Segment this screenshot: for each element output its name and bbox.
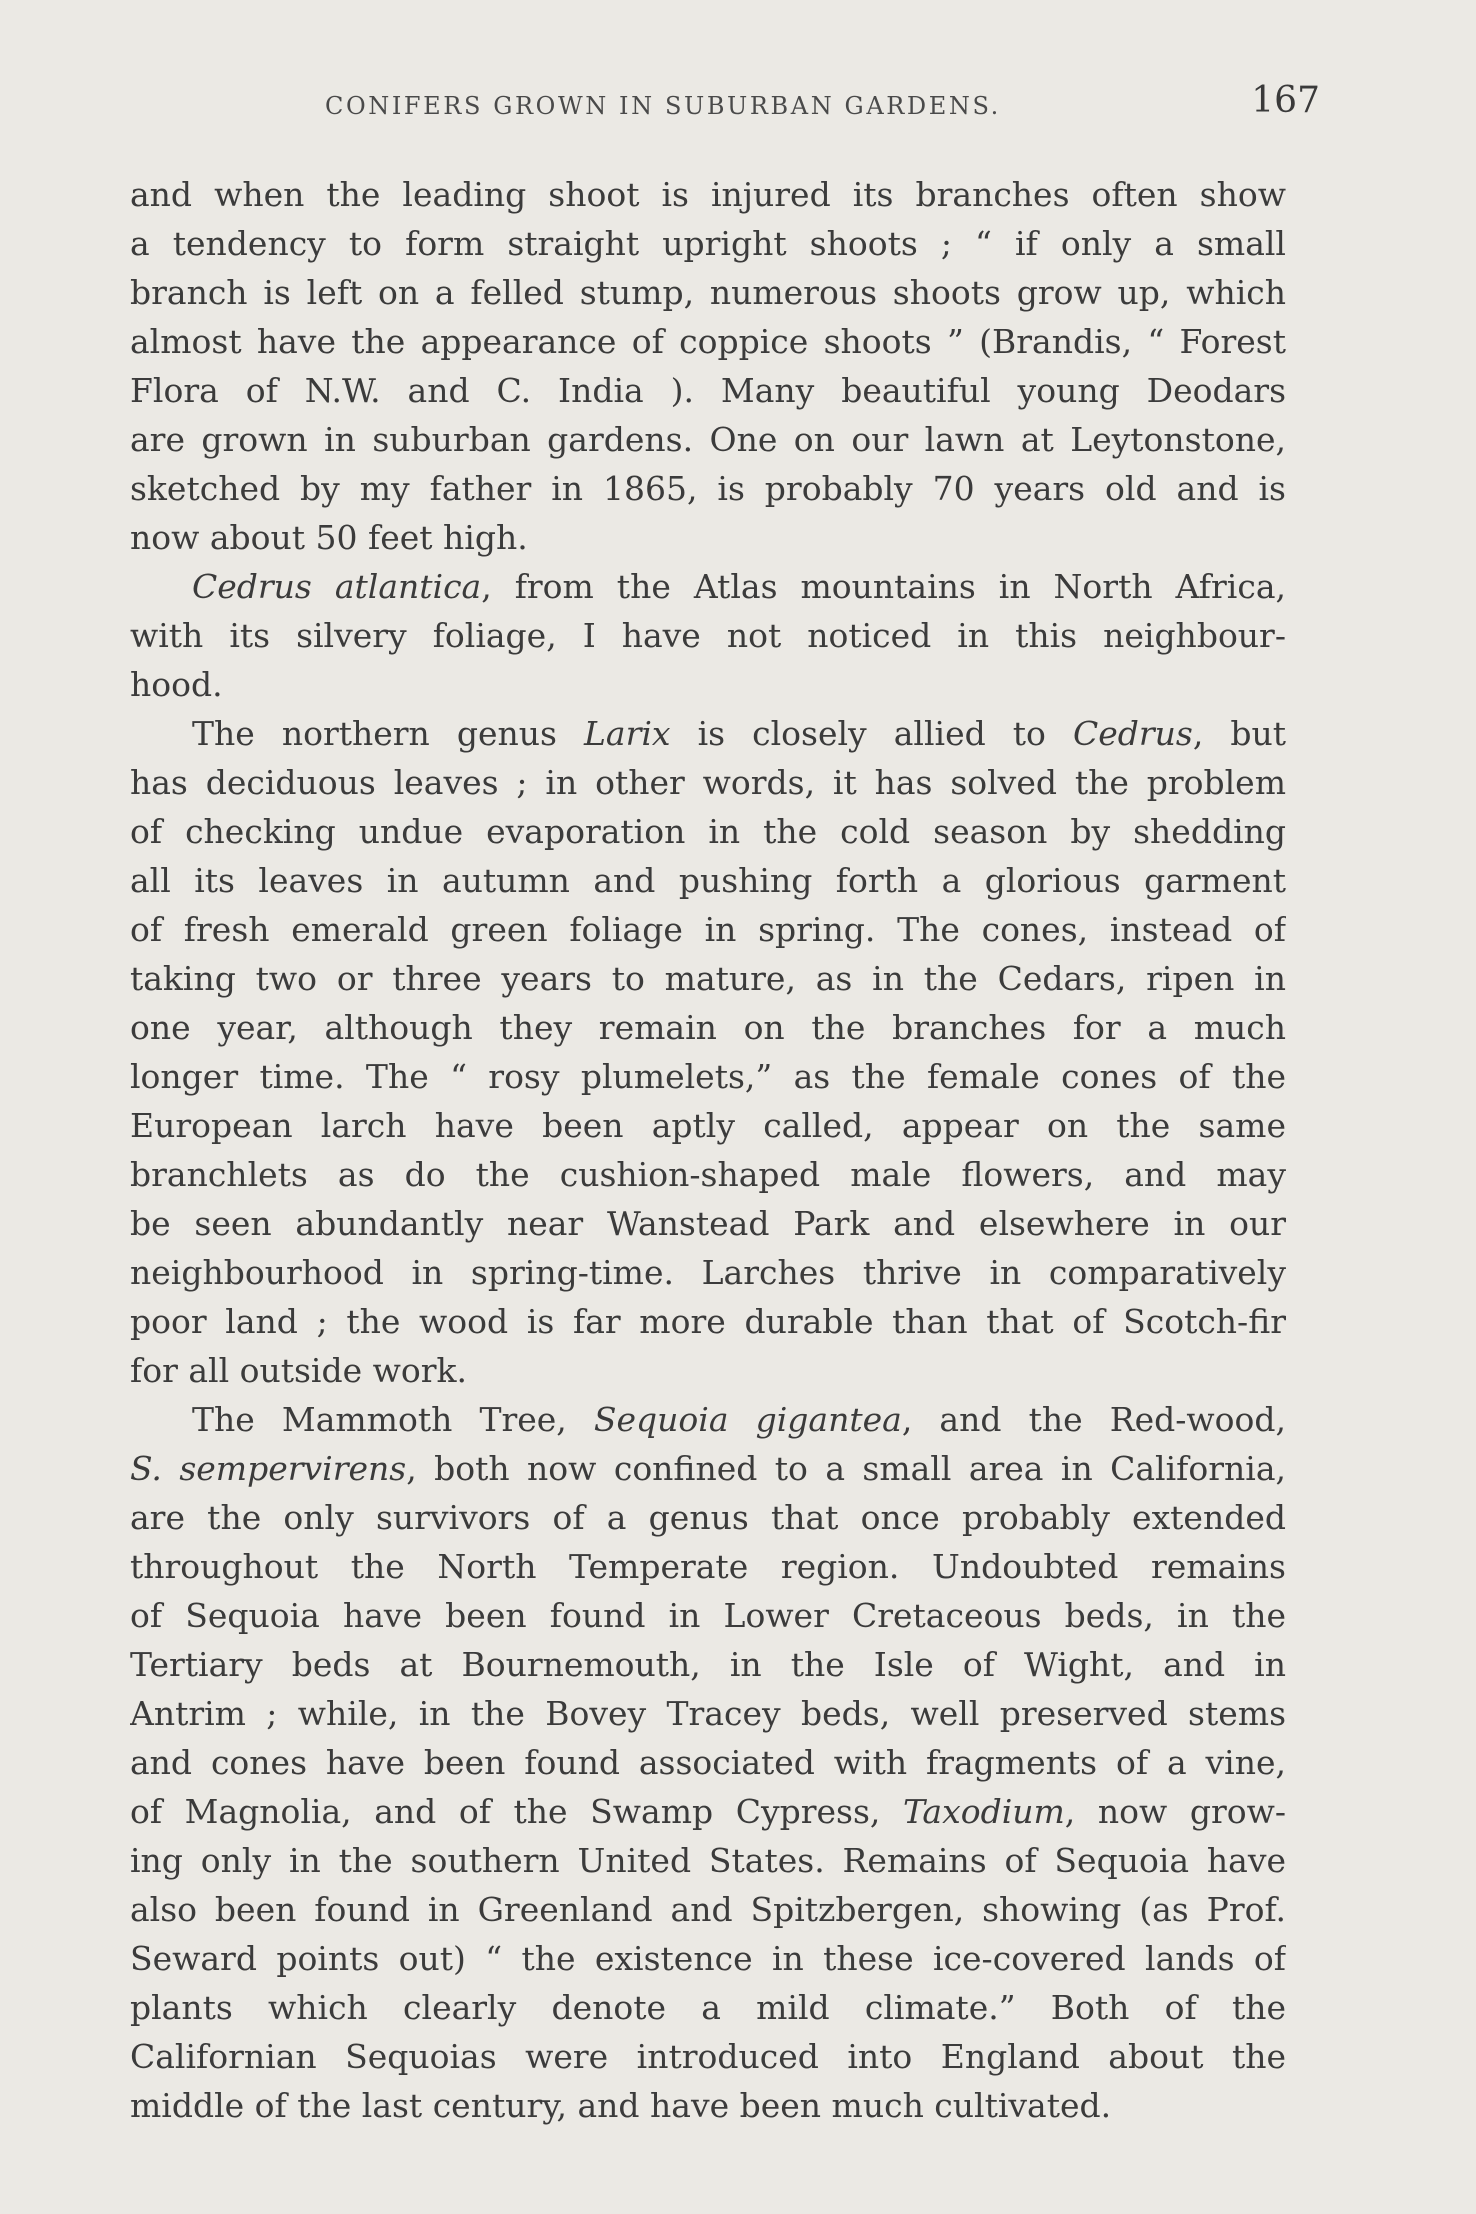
italic-text: Sequoia gigantea <box>593 1400 902 1439</box>
text-line <box>130 1101 1286 1150</box>
text-run: almost have the appearance of coppice shoots ” (Brandis, “ Forest <box>130 322 1286 361</box>
text-line <box>130 709 1286 758</box>
text-run: branchlets as do the cushion-shaped male flowers, and may <box>130 1155 1286 1194</box>
text-line <box>130 1591 1286 1640</box>
text-line <box>130 1836 1286 1885</box>
text-line <box>130 660 1286 709</box>
text-line <box>130 856 1286 905</box>
text-run: and cones have been found associated with fragments of a vine, <box>130 1743 1286 1782</box>
text-line <box>130 1346 1286 1395</box>
text-run: be seen abundantly near Wanstead Park and elsewhere in our <box>130 1204 1286 1243</box>
text-run: has deciduous leaves ; in other words, it has solved the problem <box>130 763 1286 802</box>
page-header <box>130 80 1320 138</box>
text-line <box>130 1787 1286 1836</box>
text-line <box>130 611 1286 660</box>
text-run: middle of the last century, and have been much cultivated. <box>130 2086 1112 2125</box>
italic-text: Cedrus <box>1072 714 1193 753</box>
text-line <box>130 1689 1286 1738</box>
paragraph <box>130 562 1286 709</box>
text-run: neighbourhood in spring-time. Larches thrive in comparatively <box>130 1253 1286 1292</box>
text-line <box>130 1297 1286 1346</box>
text-line <box>130 1738 1286 1787</box>
text-line <box>130 415 1286 464</box>
body-text <box>130 170 1286 2130</box>
text-run: all its leaves in autumn and pushing forth a glorious garment <box>130 861 1286 900</box>
text-run: , but <box>1192 714 1286 753</box>
text-run: Tertiary beds at Bournemouth, in the Isle of Wight, and in <box>130 1645 1286 1684</box>
text-line <box>130 2081 1286 2130</box>
text-line <box>130 268 1286 317</box>
text-run: of checking undue evaporation in the cold season by shedding <box>130 812 1286 851</box>
text-line <box>130 1003 1286 1052</box>
text-line <box>130 1052 1286 1101</box>
page-number: 167 <box>1251 80 1320 121</box>
text-run: longer time. The “ rosy plumelets,” as the female cones of the <box>130 1057 1286 1096</box>
text-run: Seward points out) “ the existence in these ice-covered lands of <box>130 1939 1286 1978</box>
text-line <box>130 1640 1286 1689</box>
text-run: European larch have been aptly called, appear on the same <box>130 1106 1286 1145</box>
text-run: Flora of N.W. and C. India ). Many beautiful young Deodars <box>130 371 1286 410</box>
text-line <box>130 317 1286 366</box>
text-run: taking two or three years to mature, as in the Cedars, ripen in <box>130 959 1286 998</box>
text-run: a tendency to form straight upright shoots ; “ if only a small <box>130 224 1286 263</box>
text-run: now about 50 feet high. <box>130 518 528 557</box>
text-line <box>130 170 1286 219</box>
text-run: are grown in suburban gardens. One on our lawn at Leytonstone, <box>130 420 1286 459</box>
text-line <box>130 1983 1286 2032</box>
text-line <box>130 562 1286 611</box>
text-line <box>130 366 1286 415</box>
text-run: for all outside work. <box>130 1351 468 1390</box>
text-run: of Sequoia have been found in Lower Cretaceous beds, in the <box>130 1596 1286 1635</box>
text-line <box>130 1248 1286 1297</box>
text-line <box>130 1885 1286 1934</box>
text-run: is closely allied to <box>670 714 1073 753</box>
paragraph <box>130 709 1286 1395</box>
text-line <box>130 2032 1286 2081</box>
text-line <box>130 1395 1286 1444</box>
text-run: plants which clearly denote a mild climate.” Both of the <box>130 1988 1286 2027</box>
text-run: The Mammoth Tree, <box>192 1400 594 1439</box>
italic-text: S. sempervirens <box>130 1449 407 1488</box>
text-run: of Magnolia, and of the Swamp Cypress, <box>130 1792 903 1831</box>
italic-text: Cedrus atlantica <box>192 567 482 606</box>
text-line <box>130 1444 1286 1493</box>
text-line <box>130 905 1286 954</box>
text-line <box>130 464 1286 513</box>
text-run: , both now confined to a small area in California, <box>406 1449 1286 1488</box>
text-run: Antrim ; while, in the Bovey Tracey beds, well preserved stems <box>130 1694 1286 1733</box>
text-line <box>130 1934 1286 1983</box>
paragraph <box>130 1395 1286 2130</box>
text-run: throughout the North Temperate region. Undoubted remains <box>130 1547 1286 1586</box>
text-run: poor land ; the wood is far more durable than that of Scotch-fir <box>130 1302 1286 1341</box>
text-run: , and the Red-wood, <box>901 1400 1286 1439</box>
text-line <box>130 1199 1286 1248</box>
text-line <box>130 954 1286 1003</box>
text-run: , now grow- <box>1064 1792 1286 1831</box>
text-run: are the only survivors of a genus that once probably extended <box>130 1498 1286 1537</box>
italic-text: Taxodium <box>902 1792 1065 1831</box>
text-run: with its silvery foliage, I have not noticed in this neighbour- <box>130 616 1286 655</box>
text-line <box>130 513 1286 562</box>
running-head: CONIFERS GROWN IN SUBURBAN GARDENS. <box>325 92 1001 120</box>
text-line <box>130 1493 1286 1542</box>
text-run: The northern genus <box>192 714 584 753</box>
text-run: sketched by my father in 1865, is probably 70 years old and is <box>130 469 1286 508</box>
text-run: hood. <box>130 665 223 704</box>
text-line <box>130 1542 1286 1591</box>
text-line <box>130 758 1286 807</box>
text-line <box>130 807 1286 856</box>
text-run: branch is left on a felled stump, numerous shoots grow up, which <box>130 273 1286 312</box>
italic-text: Larix <box>584 714 671 753</box>
text-run: one year, although they remain on the branches for a much <box>130 1008 1286 1047</box>
text-run: , from the Atlas mountains in North Africa, <box>481 567 1286 606</box>
text-run: also been found in Greenland and Spitzbergen, showing (as Prof. <box>130 1890 1286 1929</box>
text-run: of fresh emerald green foliage in spring. The cones, instead of <box>130 910 1286 949</box>
text-line <box>130 1150 1286 1199</box>
paragraph <box>130 170 1286 562</box>
text-run: Californian Sequoias were introduced into England about the <box>130 2037 1286 2076</box>
text-run: ing only in the southern United States. Remains of Sequoia have <box>130 1841 1286 1880</box>
text-run: and when the leading shoot is injured its branches often show <box>130 175 1286 214</box>
text-line <box>130 219 1286 268</box>
